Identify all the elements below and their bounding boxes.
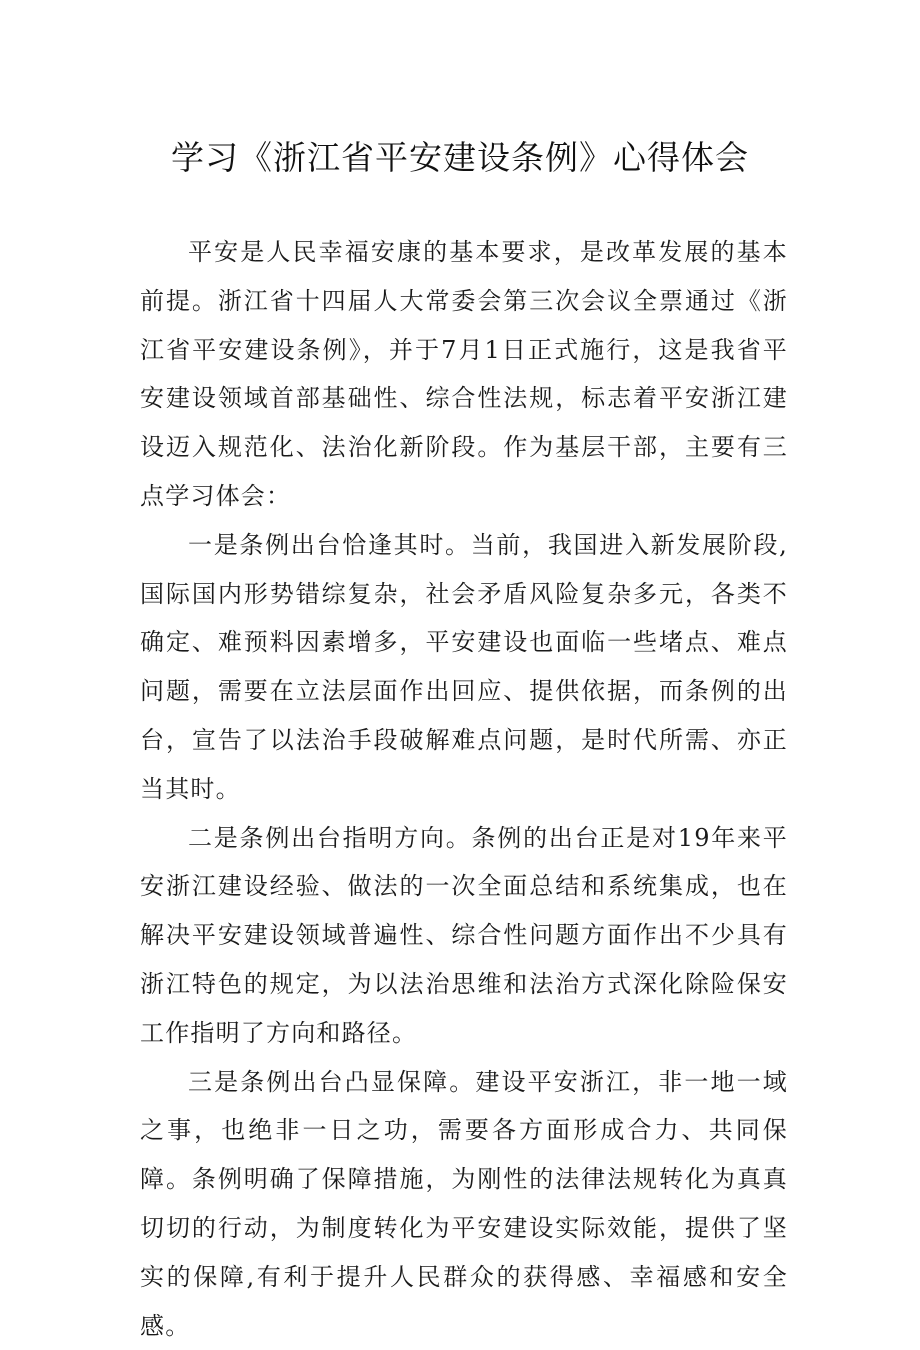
- document-body: [140, 228, 788, 1350]
- document-title: 学习《浙江省平安建设条例》心得体会: [171, 138, 749, 177]
- paragraph-point-two: 二是条例出台指明方向。条例的出台正是对19年来平安浙江建设经验、做法的一次全面总结和系统集成，也在解决平安建设领域普遍性、综合性问题方面作出不少具有浙江特色的规定，为以法治思维和法治方式深化除险保安工作指明了方向和路径。: [140, 823, 788, 1047]
- paragraph-intro: 平安是人民幸福安康的基本要求，是改革发展的基本前提。浙江省十四届人大常委会第三次会议全票通过《浙江省平安建设条例》，并于7月1日正式施行，这是我省平安建设领域首部基础性、综合性法规，标志着平安浙江建设迈入规范化、法治化新阶段。作为基层干部，主要有三点学习体会：: [140, 238, 788, 510]
- paragraph-point-one: 一是条例出台恰逢其时。当前，我国进入新发展阶段,国际国内形势错综复杂，社会矛盾风险复杂多元，各类不确定、难预料因素增多，平安建设也面临一些堵点、难点问题，需要在立法层面作出回应、提供依据，而条例的出台，宣告了以法治手段破解难点问题，是时代所需、亦正当其时。: [140, 530, 788, 803]
- paragraph-point-three: 三是条例出台凸显保障。建设平安浙江，非一地一域之事，也绝非一日之功，需要各方面形成合力、共同保障。条例明确了保障措施，为刚性的法律法规转化为真真切切的行动，为制度转化为平安建设实际效能，提供了坚实的保障,有利于提升人民群众的获得感、幸福感和安全感。: [140, 1067, 788, 1340]
